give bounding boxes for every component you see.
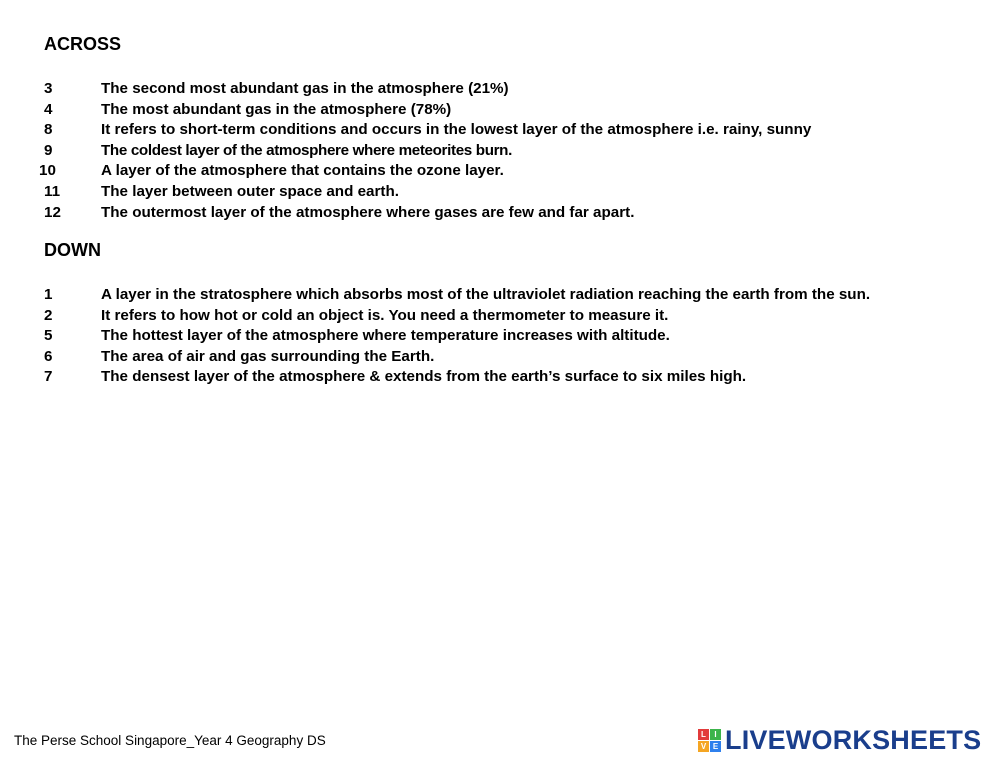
clue-number: 6 [44,347,53,365]
clue-number: 2 [44,306,53,324]
clue-text: The layer between outer space and earth. [101,182,399,200]
liveworksheets-logo [698,726,981,754]
clue-text: It refers to short-term conditions and occurs in the lowest layer of the atmosphere i.e. rainy, sunny [101,121,812,139]
logo-tile: E [710,741,721,752]
clue-number: 9 [44,141,53,159]
down-clue-2 [0,306,1000,327]
liveworksheets-wordmark: LIVEWORKSHEETS [725,725,982,755]
clue-text: A layer of the atmosphere that contains the ozone layer. [101,162,504,180]
clue-text: The hottest layer of the atmosphere where temperature increases with altitude. [101,327,670,345]
clue-text: The most abundant gas in the atmosphere (78%) [101,100,452,118]
clue-text: It refers to how hot or cold an object is. You need a thermometer to measure it. [101,306,669,324]
down-clue-list [0,285,1000,388]
liveworksheets-logo-icon [698,729,721,752]
clue-number: 12 [44,203,61,221]
logo-tile: L [698,729,709,740]
across-clue-3 [0,79,1000,100]
clue-number: 4 [44,100,53,118]
across-clue-10 [0,161,1000,182]
logo-tile: I [710,729,721,740]
clue-number: 10 [39,162,56,180]
clue-number: 5 [44,327,53,345]
across-clue-11 [0,182,1000,203]
clue-text: The outermost layer of the atmosphere where gases are few and far apart. [101,203,635,221]
down-clue-1 [0,285,1000,306]
across-clue-list [0,79,1000,223]
clue-number: 11 [44,182,61,200]
logo-tile: V [698,741,709,752]
clue-text: A layer in the stratosphere which absorbs most of the ultraviolet radiation reaching the earth from the sun. [101,286,871,303]
down-clue-7 [0,367,1000,388]
clue-number: 1 [44,286,53,303]
clue-number: 3 [44,80,53,97]
down-heading: DOWN [44,240,101,260]
down-clue-6 [0,347,1000,368]
clue-text: The coldest layer of the atmosphere where meteorites burn. [101,141,512,159]
clue-text: The second most abundant gas in the atmosphere (21%) [101,80,509,97]
across-clue-12 [0,203,1000,224]
clue-text: The densest layer of the atmosphere & extends from the earth’s surface to six miles high. [101,368,747,386]
clue-number: 7 [44,368,53,386]
down-clue-5 [0,326,1000,347]
across-heading: ACROSS [44,34,122,54]
clue-text: The area of air and gas surrounding the Earth. [101,347,435,365]
footer-credit: The Perse School Singapore_Year 4 Geography DS [14,733,326,748]
across-clue-8 [0,120,1000,141]
across-clue-4 [0,100,1000,121]
clue-number: 8 [44,121,53,139]
across-clue-9 [0,141,1000,162]
